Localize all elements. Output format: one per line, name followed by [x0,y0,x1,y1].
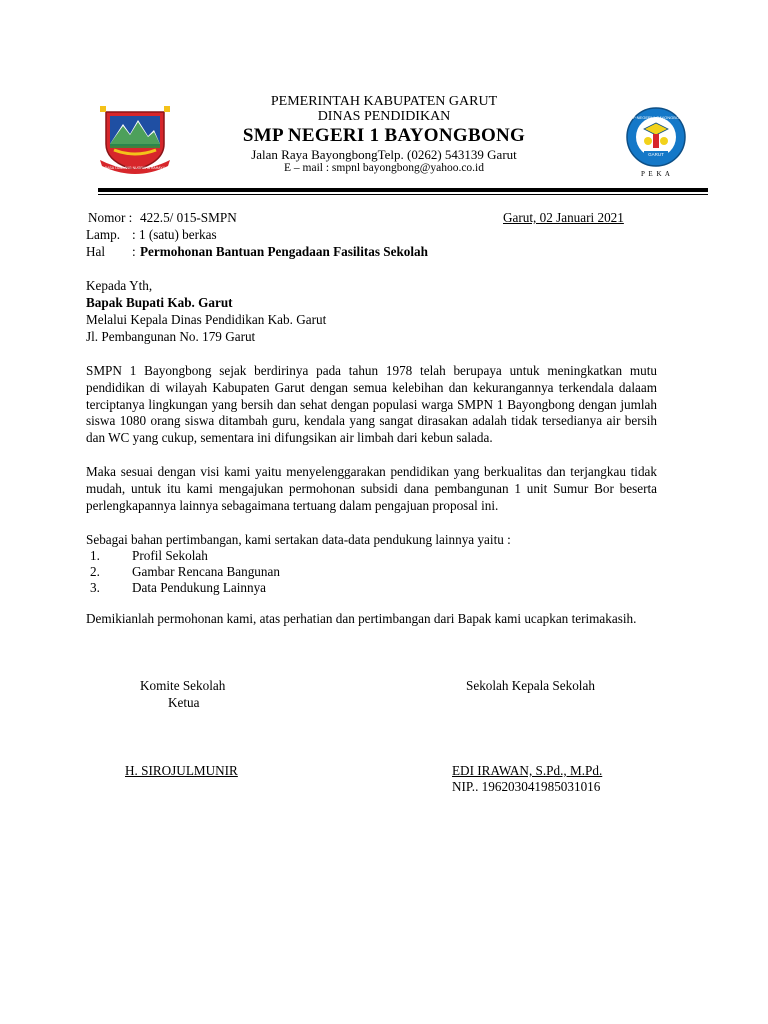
body-paragraph-3: Sebagai bahan pertimbangan, kami sertakan data-data pendukung lainnya yaitu : [86,532,511,547]
school-email: E – mail : smpnl bayongbong@yahoo.co.id [284,162,484,174]
right-signatory-name: EDI IRAWAN, S.Pd., M.Pd. [452,763,603,778]
attachment-label: Lamp. [86,227,121,242]
closing-paragraph: Demikianlah permohonan kami, atas perhatian dan pertimbangan dari Bapak kami ucapkan terimakasih. [86,611,637,626]
subject-colon: : [132,244,136,259]
list-item: Gambar Rencana Bangunan [132,564,280,579]
recipient-name: Bapak Bupati Kab. Garut [86,295,233,310]
list-item-number: 2. [90,564,100,579]
svg-text:GARUT: GARUT [648,152,664,157]
svg-text:SMP NEGERI 1 BAYONGBONG: SMP NEGERI 1 BAYONGBONG [626,115,686,120]
list-item: Data Pendukung Lainnya [132,580,267,595]
right-signatory-nip: NIP.. 196203041985031016 [452,779,601,794]
list-item-number: 3. [90,580,100,595]
letter-number: 422.5/ 015-SMPN [140,210,237,225]
left-signatory-name: H. SIROJULMUNIR [125,763,238,778]
department-name: DINAS PENDIDIKAN [317,109,451,124]
right-signatory-title: Sekolah Kepala Sekolah [466,678,595,693]
left-signatory-title: Komite Sekolah [140,678,226,693]
svg-text:BASA TANDANG NUGRAHA RAHAYU: BASA TANDANG NUGRAHA RAHAYU [104,166,166,170]
letter-number-label: Nomor : [88,210,133,225]
svg-text:P E K A: P E K A [641,170,671,178]
header-divider-thin [98,194,708,195]
body-paragraph-1: SMPN 1 Bayongbong sejak berdirinya pada tahun 1978 telah berupaya untuk meningkatkan mutu pendidikan di wilayah Kabupaten Garut dengan semua kelebihan dan kekurangannya terkendala dalaam terciptanya lingkungan yang bersih dan sehat dengan populasi warga SMPN 1 Bayongbong dengan jumlah siswa 1080 orang siswa ditambah guru, kendala yang sangat dirasakan adalah tidak tersedianya air bersih dan WC yang cukup, sementara ini difungsikan air limbah dari kebun salada. [86,363,657,446]
school-address: Jalan Raya BayongbongTelp. (0262) 543139 Garut [251,147,517,162]
recipient-via: Melalui Kepala Dinas Pendidikan Kab. Garut [86,312,327,327]
subject-text: Permohonan Bantuan Pengadaan Fasilitas Sekolah [140,244,428,259]
subject-label: Hal [86,244,106,259]
recipient-greeting: Kepada Yth, [86,278,153,293]
list-item: Profil Sekolah [132,548,208,563]
left-signatory-role: Ketua [168,695,200,710]
school-name: SMP NEGERI 1 BAYONGBONG [242,125,526,146]
body-paragraph-2: Maka sesuai dengan visi kami yaitu menyelenggarakan pendidikan yang berkualitas dan terjangkau tidak mudah, untuk itu kami mengajukan permohonan subsidi dana pembangunan 1 unit Sumur Bor beserta perlengkapannya lainnya sebagaimana tertuang dalam pengajuan proposal ini. [86,464,657,513]
government-name: PEMERINTAH KABUPATEN GARUT [270,94,498,109]
attachment-value: : 1 (satu) berkas [132,227,217,242]
header-divider [98,188,708,192]
recipient-address: Jl. Pembangunan No. 179 Garut [86,329,256,344]
letter-date: Garut, 02 Januari 2021 [503,210,624,225]
list-item-number: 1. [90,548,100,563]
